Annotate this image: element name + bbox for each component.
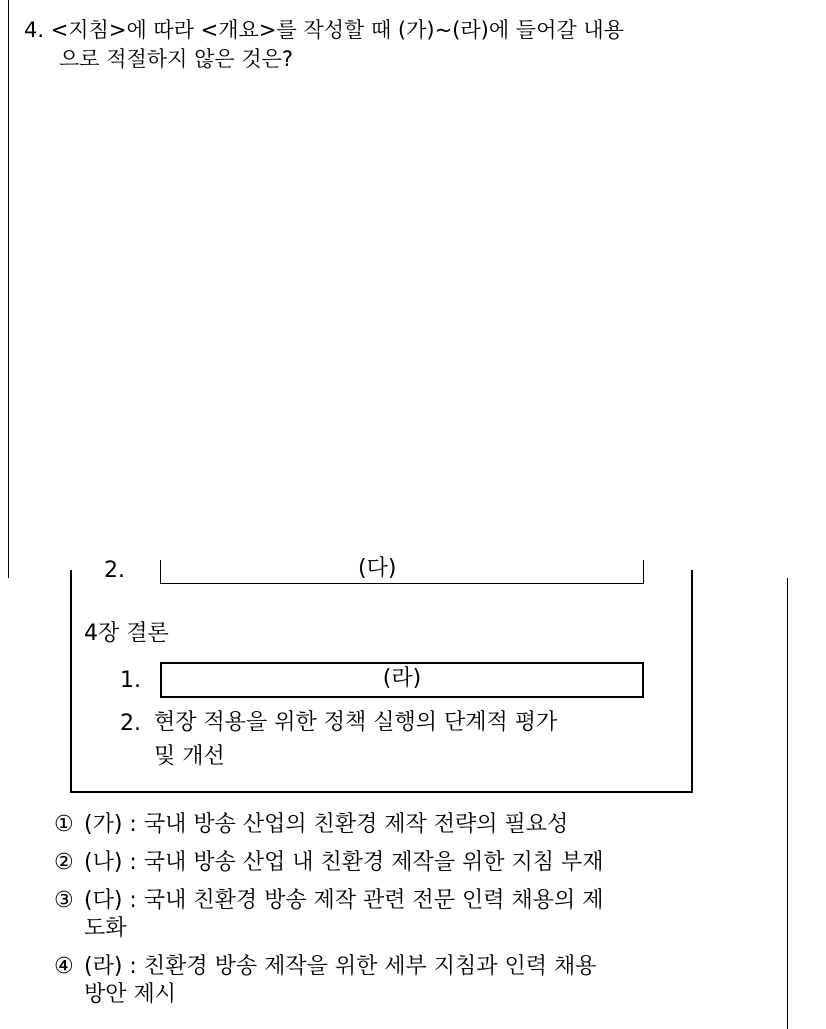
outline-item-2-text — [154, 706, 674, 774]
choice-1-text: (가) : 국내 방송 산업의 친환경 제작 전략의 필요성 — [84, 812, 569, 837]
choice-4-continuation: 방안 제시 — [84, 982, 177, 1007]
choice-3-mark: ③ — [54, 888, 74, 913]
choice-2-mark: ② — [54, 850, 74, 875]
choice-4-mark: ④ — [54, 954, 74, 979]
outline-item-1-blank-box — [160, 662, 644, 698]
outline-chapter-4-title: 4장 결론 — [84, 621, 169, 646]
choice-1-mark: ① — [54, 812, 74, 837]
outline-item-2-number: 2. — [120, 711, 141, 736]
choice-3[interactable] — [54, 884, 774, 946]
choice-4-text: (라) : 친환경 방송 제작을 위한 세부 지침과 인력 채용 — [84, 954, 597, 979]
question-line-1: 4. <지침>에 따라 <개요>를 작성할 때 (가)~(라)에 들어갈 내용 — [24, 18, 624, 42]
choice-3-continuation: 도화 — [84, 916, 127, 941]
choice-3-text: (다) : 국내 친환경 방송 제작 관련 전문 인력 채용의 제 — [84, 888, 604, 913]
outline-fragment-blank-label: (다) — [358, 556, 397, 581]
right-vertical-rule — [787, 578, 788, 1029]
outline-box — [70, 556, 693, 793]
outline-item-1-number: 1. — [120, 668, 141, 693]
outline-item-2-line-1: 현장 적용을 위한 정책 실행의 단계적 평가 — [154, 710, 558, 735]
left-vertical-rule — [8, 0, 9, 578]
outline-fragment-number: 2. — [104, 558, 125, 583]
choice-2-text: (나) : 국내 방송 산업 내 친환경 제작을 위한 지침 부재 — [84, 850, 604, 875]
outline-fragment-blank-box — [160, 560, 644, 584]
question-line-2: 으로 적절하지 않은 것은? — [59, 47, 294, 71]
choice-2[interactable] — [54, 846, 774, 880]
answer-choices — [54, 808, 774, 1012]
outline-item-1-blank-label: (라) — [382, 666, 422, 691]
outline-item-2-line-2: 및 개선 — [154, 744, 225, 769]
choice-1[interactable] — [54, 808, 774, 842]
choice-4[interactable] — [54, 950, 774, 1012]
question-stem — [24, 16, 784, 74]
